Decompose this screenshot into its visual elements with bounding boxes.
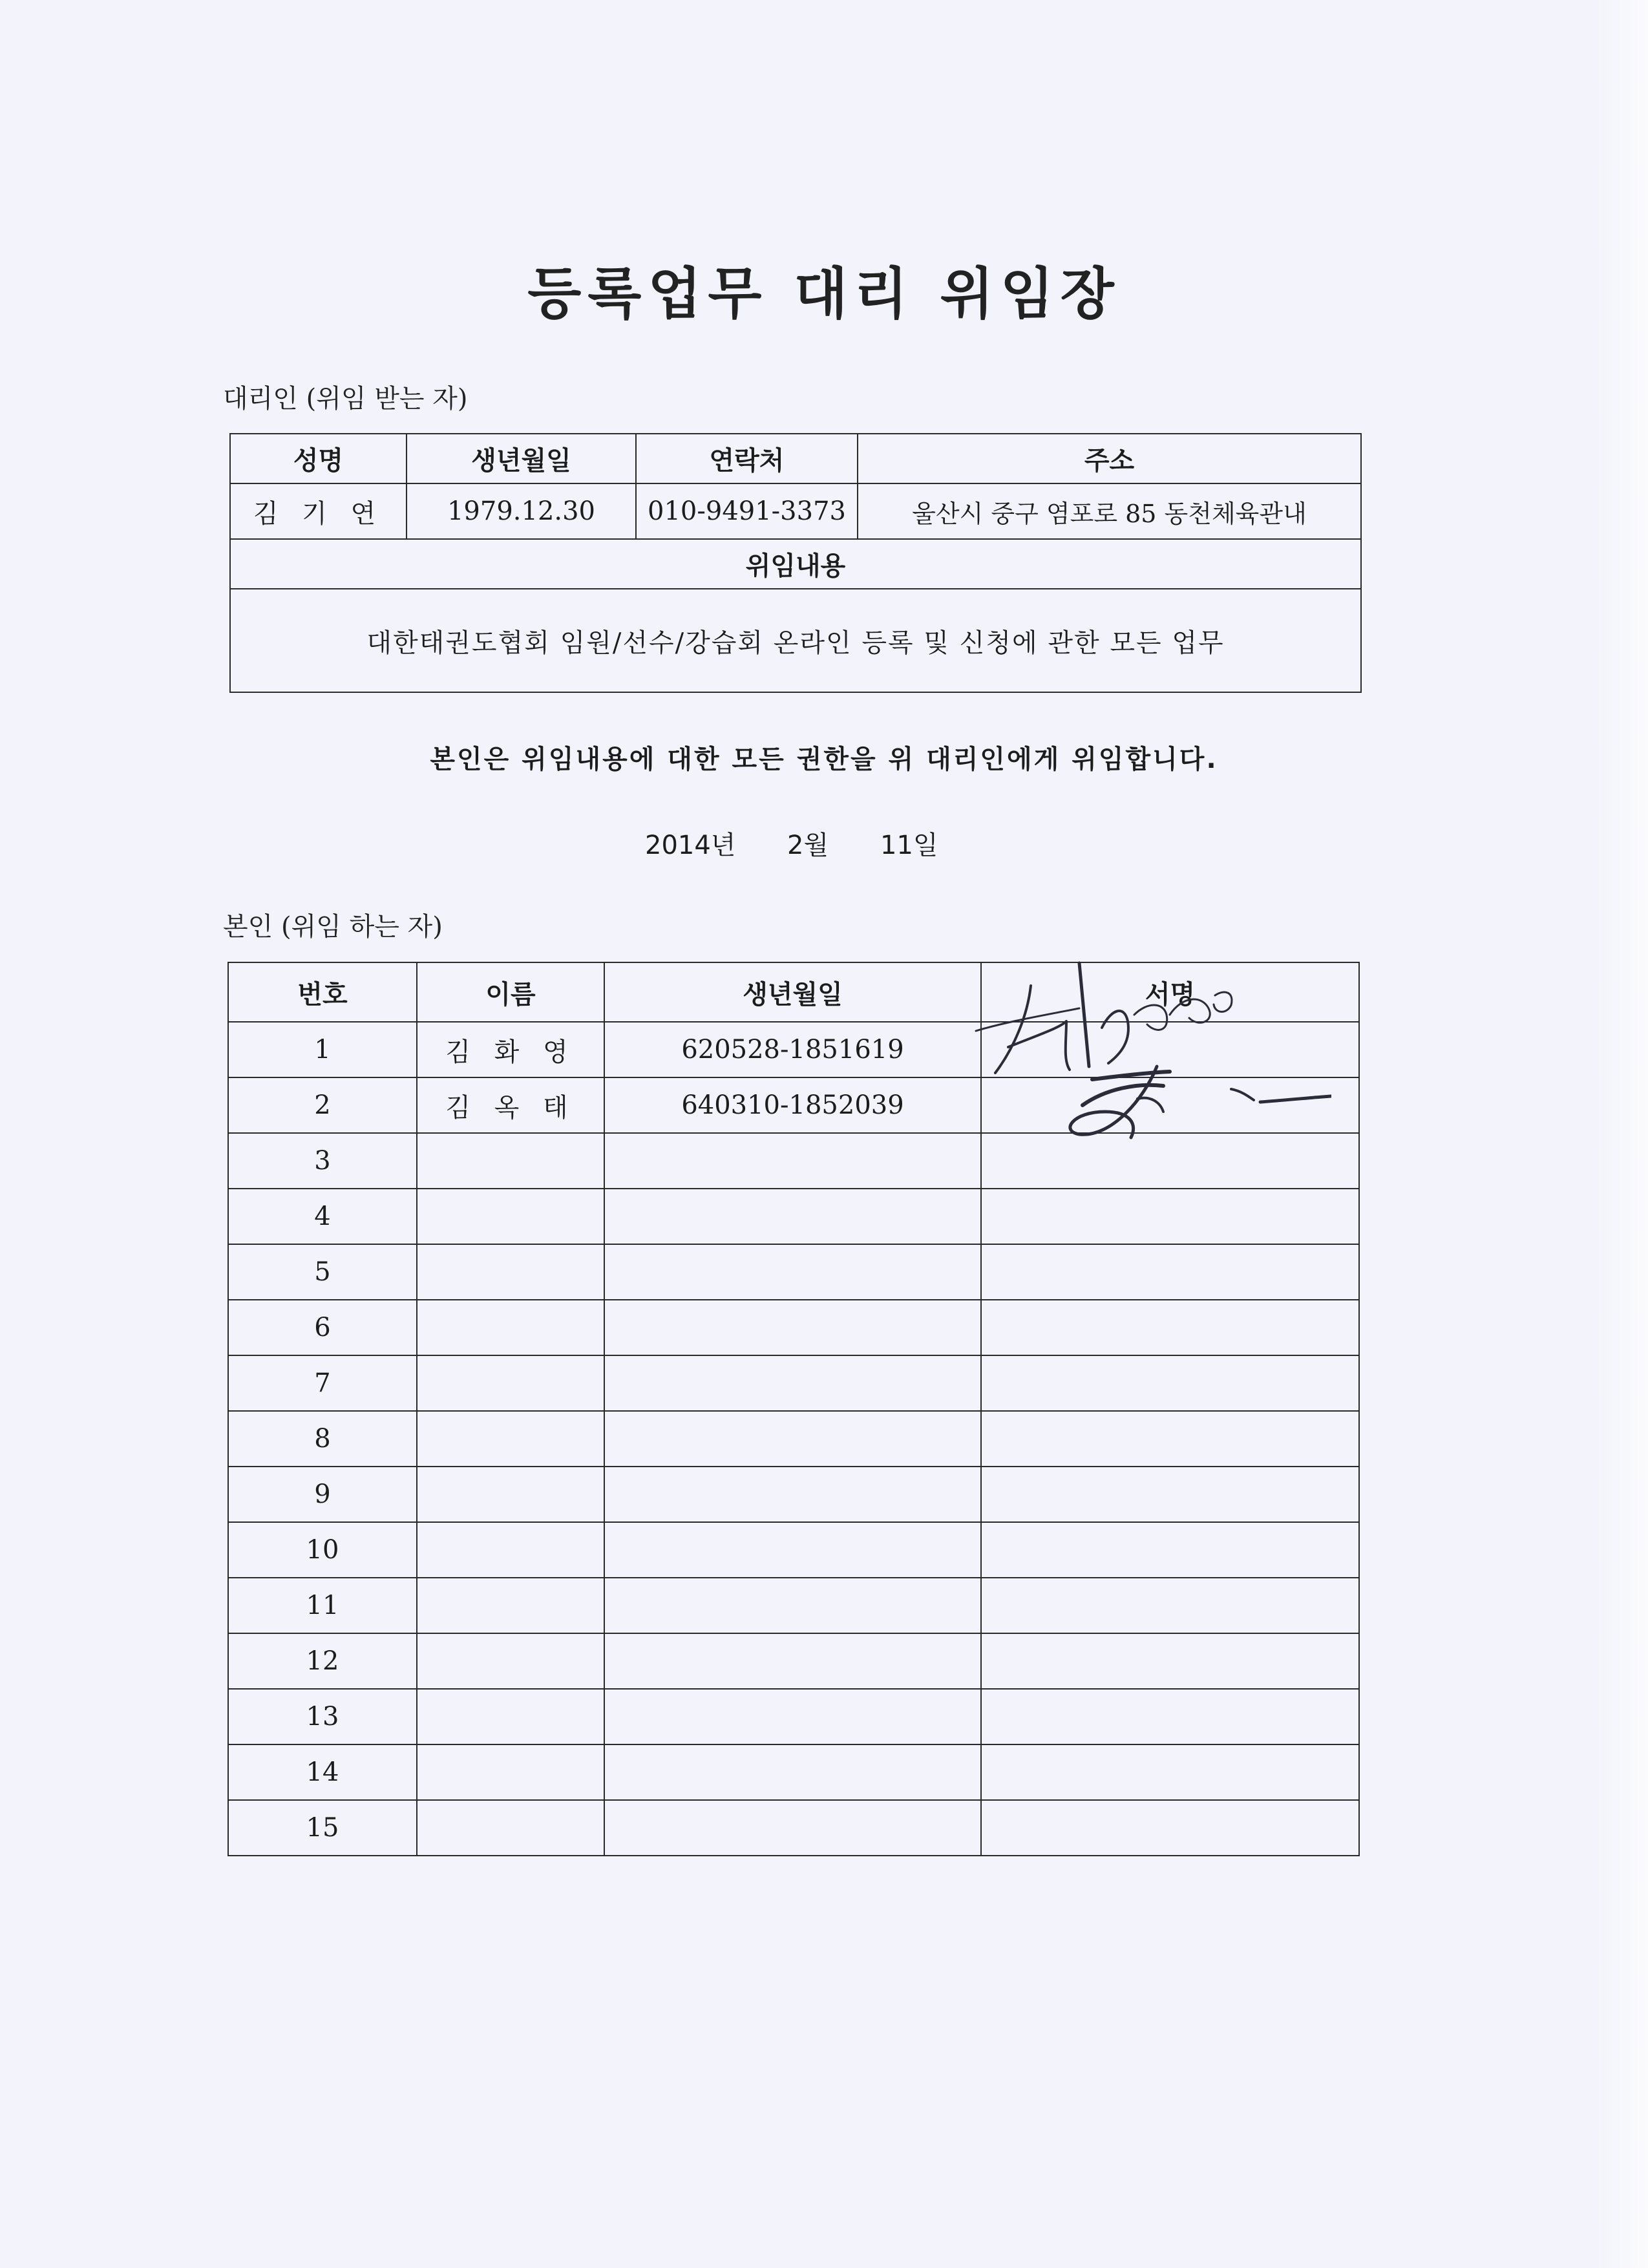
date-year: 2014년 (645, 831, 736, 860)
header-address: 주소 (858, 434, 1361, 483)
row-birthdate: 620528-1851619 (604, 1022, 981, 1077)
row-birthdate (604, 1522, 981, 1578)
delegation-statement: 본인은 위임내용에 대한 모든 권한을 위 대리인에게 위임합니다. (430, 745, 1218, 774)
table-row (228, 1633, 1359, 1689)
row-signature (981, 1467, 1359, 1522)
row-signature (981, 1800, 1359, 1856)
row-birthdate (604, 1800, 981, 1856)
row-birthdate (604, 1689, 981, 1744)
row-birthdate (604, 1300, 981, 1355)
header-signature: 서명 (981, 962, 1359, 1022)
header-name: 이름 (417, 962, 604, 1022)
row-name (417, 1244, 604, 1300)
row-name (417, 1300, 604, 1355)
handwritten-signature (969, 950, 1331, 1163)
row-name (417, 1189, 604, 1244)
row-signature (981, 1355, 1359, 1411)
table-row (228, 1300, 1359, 1355)
row-number: 14 (228, 1744, 417, 1800)
row-name: 김 화 영 (417, 1022, 604, 1077)
row-signature (981, 1633, 1359, 1689)
agent-birthdate: 1979.12.30 (407, 483, 636, 539)
row-number: 6 (228, 1300, 417, 1355)
table-row (228, 1467, 1359, 1522)
header-number: 번호 (228, 962, 417, 1022)
table-row (228, 1411, 1359, 1467)
row-number: 1 (228, 1022, 417, 1077)
row-name (417, 1133, 604, 1189)
row-birthdate (604, 1355, 981, 1411)
row-birthdate (604, 1467, 981, 1522)
row-signature (981, 1522, 1359, 1578)
row-name (417, 1744, 604, 1800)
row-name (417, 1355, 604, 1411)
header-birthdate: 생년월일 (407, 434, 636, 483)
row-number: 11 (228, 1578, 417, 1633)
agent-address: 울산시 중구 염포로 85 동천체육관내 (858, 483, 1361, 539)
scan-edge (1596, 0, 1648, 2268)
table-row (228, 1578, 1359, 1633)
agent-section-label: 대리인 (위임 받는 자) (223, 384, 468, 414)
delegation-text: 대한태권도협회 임원/선수/강습회 온라인 등록 및 신청에 관한 모든 업무 (230, 589, 1361, 692)
row-birthdate (604, 1411, 981, 1467)
page-title: 등록업무 대리 위임장 (527, 262, 1121, 326)
row-birthdate (604, 1133, 981, 1189)
row-birthdate: 640310-1852039 (604, 1077, 981, 1133)
agent-contact: 010-9491-3373 (636, 483, 858, 539)
table-row (228, 1522, 1359, 1578)
row-number: 12 (228, 1633, 417, 1689)
row-birthdate (604, 1744, 981, 1800)
row-signature (981, 1689, 1359, 1744)
row-name (417, 1800, 604, 1856)
date-day: 11일 (880, 831, 938, 860)
row-signature (981, 1411, 1359, 1467)
row-name (417, 1689, 604, 1744)
table-row (228, 1244, 1359, 1300)
row-number: 4 (228, 1189, 417, 1244)
table-row (228, 1744, 1359, 1800)
row-number: 10 (228, 1522, 417, 1578)
table-row (228, 1800, 1359, 1856)
header-contact: 연락처 (636, 434, 858, 483)
agent-table (229, 433, 1362, 693)
row-number: 5 (228, 1244, 417, 1300)
row-signature (981, 1244, 1359, 1300)
header-name: 성명 (230, 434, 407, 483)
date-month: 2월 (787, 831, 829, 860)
row-name (417, 1633, 604, 1689)
row-birthdate (604, 1633, 981, 1689)
row-signature (981, 1578, 1359, 1633)
row-number: 9 (228, 1467, 417, 1522)
table-row (228, 1189, 1359, 1244)
delegation-header: 위임내용 (230, 539, 1361, 589)
row-signature (981, 1300, 1359, 1355)
row-name (417, 1411, 604, 1467)
row-name (417, 1467, 604, 1522)
principal-section-label: 본인 (위임 하는 자) (223, 912, 443, 942)
table-row (228, 1355, 1359, 1411)
row-name (417, 1522, 604, 1578)
header-birthdate: 생년월일 (604, 962, 981, 1022)
row-birthdate (604, 1578, 981, 1633)
row-signature (981, 1189, 1359, 1244)
row-number: 15 (228, 1800, 417, 1856)
row-signature (981, 1744, 1359, 1800)
row-number: 2 (228, 1077, 417, 1133)
row-number: 3 (228, 1133, 417, 1189)
row-name (417, 1578, 604, 1633)
row-birthdate (604, 1189, 981, 1244)
table-row (228, 1689, 1359, 1744)
row-birthdate (604, 1244, 981, 1300)
row-name: 김 옥 태 (417, 1077, 604, 1133)
agent-name: 김 기 연 (230, 483, 407, 539)
row-number: 7 (228, 1355, 417, 1411)
row-number: 13 (228, 1689, 417, 1744)
row-number: 8 (228, 1411, 417, 1467)
